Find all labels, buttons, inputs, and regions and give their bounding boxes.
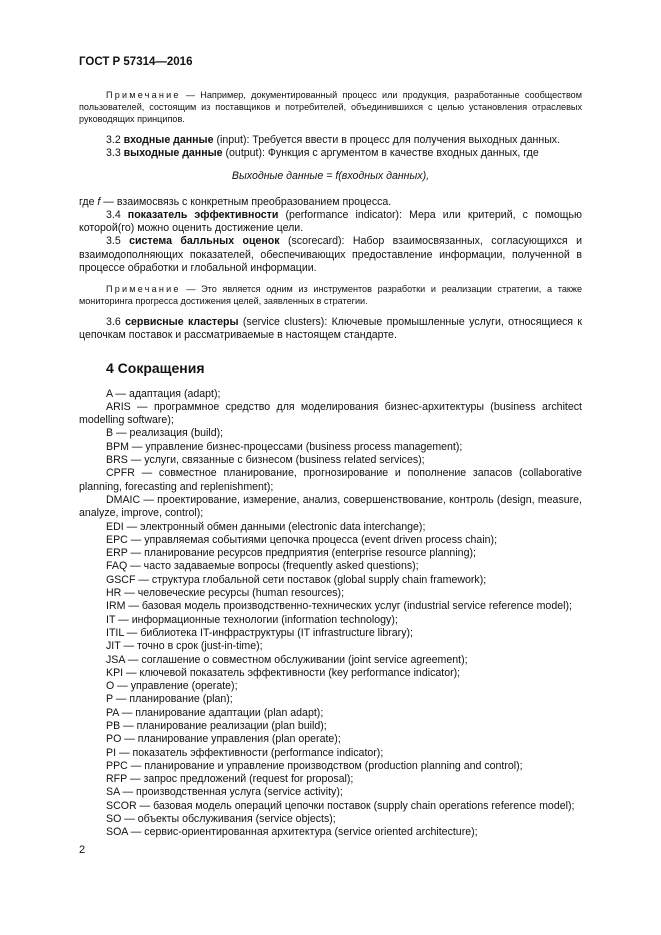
abbreviation-item: ERP — планирование ресурсов предприятия (enterprise resource planning);	[106, 547, 476, 560]
abbreviation-item: IT — информационные технологии (information technology);	[106, 613, 398, 626]
def-term: система балльных оценок	[129, 235, 280, 248]
def-text: (service clusters): Ключевые промышленные услуги, относящиеся к цепочкам поставок и рассматриваемые в настоящем стандарте.	[79, 315, 583, 341]
abbreviation-item: HR — человеческие ресурсы (human resources);	[106, 587, 345, 600]
abbreviation-item: GSCF — структура глобальной сети поставок (global supply chain framework);	[106, 573, 487, 586]
def-term: входные данные	[123, 133, 214, 146]
note-label: Примечание	[106, 90, 181, 100]
note-2	[79, 283, 582, 307]
def-text: (input): Требуется ввести в процесс для получения выходных данных.	[213, 133, 561, 146]
page-number: 2	[79, 844, 86, 856]
definition-3-4	[79, 209, 582, 236]
abbreviation-item: IRM — базовая модель производственно-технических услуг (industrial service reference model);	[106, 600, 572, 613]
where-text: — взаимосвязь с конкретным преобразованием процесса.	[100, 195, 392, 208]
abbreviation-item: SO — объекты обслуживания (service objects);	[106, 813, 336, 826]
abbreviation-item: PI — показатель эффективности (performance indicator);	[106, 746, 384, 759]
note-text: — Это является одним из инструментов разработки и реализации стратегии, а также мониторинга прогресса достижения целей, заявленных в стратегии.	[79, 284, 582, 307]
formula-where	[79, 196, 582, 209]
definition-3-2	[79, 134, 582, 147]
definition-3-3	[79, 147, 582, 160]
formula: Выходные данные = f(входных данных),	[231, 170, 430, 183]
def-text: (performance indicator): Мера или критерий, с помощью которой(го) можно оценить достижение цели.	[79, 208, 582, 235]
note-text: — Например, документированный процесс или продукция, разработанные сообществом пользователей, состоящим из поставщиков и потребителей, объединившихся с целью установления отраслевых руководящих принципов.	[79, 90, 582, 125]
abbreviation-item: DMAIC — проектирование, измерение, анализ, совершенствование, контроль (design, measure, analyze, improve, control);	[79, 493, 582, 520]
abbreviation-item: A — адаптация (adapt);	[106, 387, 221, 400]
abbreviation-item: RFP — запрос предложений (request for proposal);	[106, 773, 354, 786]
def-number: 3.5	[106, 235, 130, 248]
def-term: выходные данные	[123, 146, 223, 159]
abbreviation-item: PB — планирование реализации (plan build);	[106, 720, 327, 732]
abbreviation-item: BRS — услуги, связанные с бизнесом (business related services);	[106, 454, 425, 467]
abbreviation-item: B — реализация (build);	[106, 427, 224, 440]
abbreviation-item: EPC — управляемая событиями цепочка процесса (event driven process chain);	[106, 533, 498, 546]
def-text: (output): Функция с аргументом в качестве входных данных, где	[222, 146, 539, 159]
def-number: 3.3	[106, 146, 124, 159]
def-number: 3.4	[106, 208, 128, 221]
abbreviation-item: ARIS — программное средство для моделирования бизнес-архитектуры (business architect modelling software);	[79, 400, 582, 427]
definition-3-5	[79, 235, 582, 275]
def-term: сервисные кластеры	[125, 315, 239, 328]
def-term: показатель эффективности	[127, 208, 279, 221]
def-text: (scorecard): Набор взаимосвязанных, согласующихся и взаимодополняющих показателей, обеспечивающих предоставление информации, полученной в процессе обработки и глобальной информации.	[79, 235, 582, 274]
def-number: 3.6	[106, 315, 126, 328]
abbreviation-item: SOA — сервис-ориентированная архитектура (service oriented architecture);	[106, 826, 478, 839]
abbreviation-item: CPFR — совместное планирование, прогнозирование и пополнение запасов (collaborative planning, forecasting and replenishment);	[79, 467, 582, 493]
abbreviation-item: O — управление (operate);	[106, 680, 238, 693]
abbreviation-item: PA — планирование адаптации (plan adapt);	[106, 706, 324, 719]
abbreviation-item: ITIL — библиотека IT-инфраструктуры (IT infrastructure library);	[106, 626, 413, 639]
abbreviation-list	[79, 388, 582, 840]
note-label: Примечание	[106, 284, 181, 295]
abbreviation-item: P — планирование (plan);	[106, 693, 233, 706]
note-1	[79, 89, 582, 126]
abbreviation-item: JIT — точно в срок (just-in-time);	[106, 640, 263, 653]
abbreviation-item: EDI — электронный обмен данными (electronic data interchange);	[106, 520, 426, 533]
where-variable: f	[97, 195, 101, 208]
abbreviation-item: SCOR — базовая модель операций цепочки поставок (supply chain operations reference model);	[106, 799, 575, 812]
document-header: ГОСТ Р 57314—2016	[79, 56, 193, 68]
abbreviation-item: FAQ — часто задаваемые вопросы (frequently asked questions);	[106, 560, 419, 573]
where-prefix: где	[79, 195, 98, 208]
abbreviation-item: SA — производственная услуга (service activity);	[106, 786, 343, 799]
abbreviation-item: KPI — ключевой показатель эффективности (key performance indicator);	[106, 666, 461, 679]
abbreviation-item: PPC — планирование и управление производством (production planning and control);	[106, 759, 523, 772]
page-content	[79, 89, 582, 840]
definition-3-6	[79, 316, 582, 343]
abbreviation-item: PO — планирование управления (plan operate);	[106, 733, 341, 746]
abbreviation-item: BPM — управление бизнес-процессами (business process management);	[106, 440, 463, 453]
def-number: 3.2	[106, 133, 124, 146]
section-heading: 4 Сокращения	[106, 360, 205, 377]
abbreviation-item: JSA — соглашение о совместном обслуживании (joint service agreement);	[106, 653, 468, 666]
